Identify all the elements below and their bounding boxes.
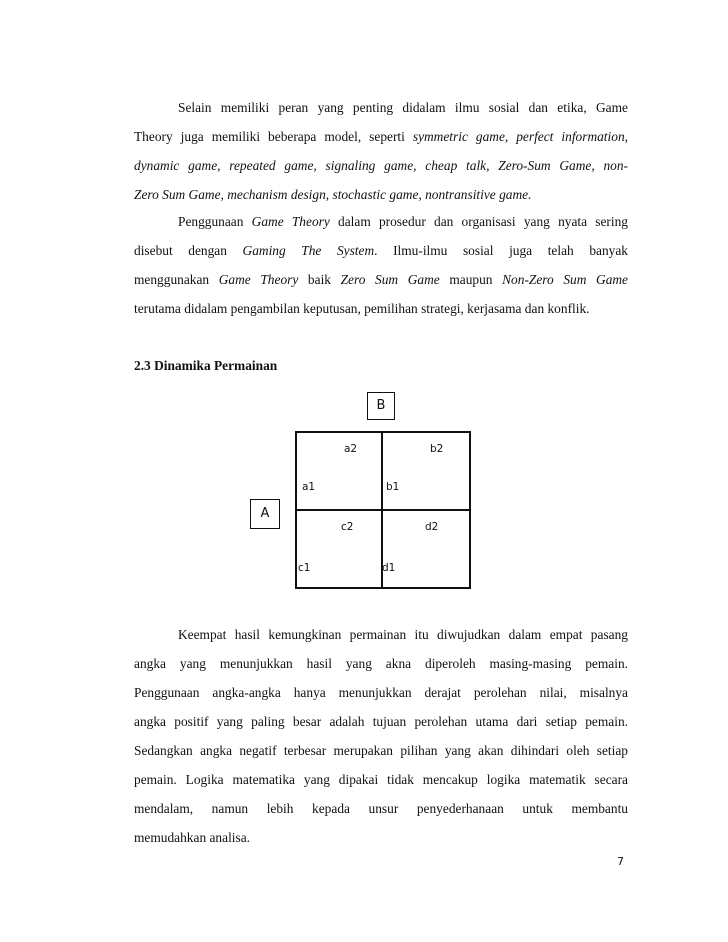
page-number: 7	[617, 855, 624, 868]
cell-label-d1: d1	[382, 562, 396, 574]
paragraph-1-line-4: Zero Sum Game, mechanism design, stochastic game, nontransitive game.	[134, 187, 532, 202]
paragraph-3-line-1: Keempat hasil kemungkinan permainan itu diwujudkan dalam empat pasang	[178, 627, 628, 642]
paragraph-3	[134, 620, 628, 852]
paragraph-2-line-1: Penggunaan Game Theory dalam prosedur dan organisasi yang nyata sering	[178, 214, 628, 229]
paragraph-3-line-6: pemain. Logika matematika yang dipakai tidak mencakup logika matematik secara	[134, 772, 628, 787]
player-b-box: B	[367, 392, 395, 420]
paragraph-3-line-8: memudahkan analisa.	[134, 830, 251, 845]
cell-label-b2: b2	[430, 443, 444, 455]
cell-label-a1: a1	[302, 481, 316, 493]
paragraph-3-line-5: Sedangkan angka negatif terbesar merupakan pilihan yang akan dihindari oleh setiap	[134, 743, 628, 758]
matrix-horizontal-divider	[295, 509, 471, 511]
paragraph-2-line-2: disebut dengan Gaming The System. Ilmu-ilmu sosial juga telah banyak	[134, 243, 628, 258]
paragraph-1-line-2: Theory juga memiliki beberapa model, seperti symmetric game, perfect information,	[134, 129, 628, 144]
paragraph-3-line-3: Penggunaan angka-angka hanya menunjukkan derajat perolehan nilai, misalnya	[134, 685, 628, 700]
player-a-box: A	[250, 499, 280, 529]
cell-label-b1: b1	[386, 481, 400, 493]
paragraph-2-line-4: terutama didalam pengambilan keputusan, pemilihan strategi, kerjasama dan konflik.	[134, 301, 590, 316]
cell-label-a2: a2	[344, 443, 358, 455]
paragraph-3-line-4: angka positif yang paling besar adalah tujuan perolehan utama dari setiap pemain.	[134, 714, 628, 729]
paragraph-3-line-2: angka yang menunjukkan hasil yang akna diperoleh masing-masing pemain.	[134, 656, 628, 671]
paragraph-1-line-1: Selain memiliki peran yang penting didalam ilmu sosial dan etika, Game	[178, 100, 628, 115]
paragraph-2-line-3: menggunakan Game Theory baik Zero Sum Game maupun Non-Zero Sum Game	[134, 272, 629, 287]
paragraph-1	[134, 93, 628, 209]
cell-label-c1: c1	[298, 562, 311, 574]
cell-label-d2: d2	[425, 521, 439, 533]
paragraph-3-line-7: mendalam, namun lebih kepada unsur penyederhanaan untuk membantu	[134, 801, 628, 816]
paragraph-1-line-3: dynamic game, repeated game, signaling game, cheap talk, Zero-Sum Game, non-	[134, 158, 628, 173]
paragraph-2	[134, 207, 628, 323]
section-heading: 2.3 Dinamika Permainan	[134, 358, 278, 373]
cell-label-c2: c2	[341, 521, 354, 533]
